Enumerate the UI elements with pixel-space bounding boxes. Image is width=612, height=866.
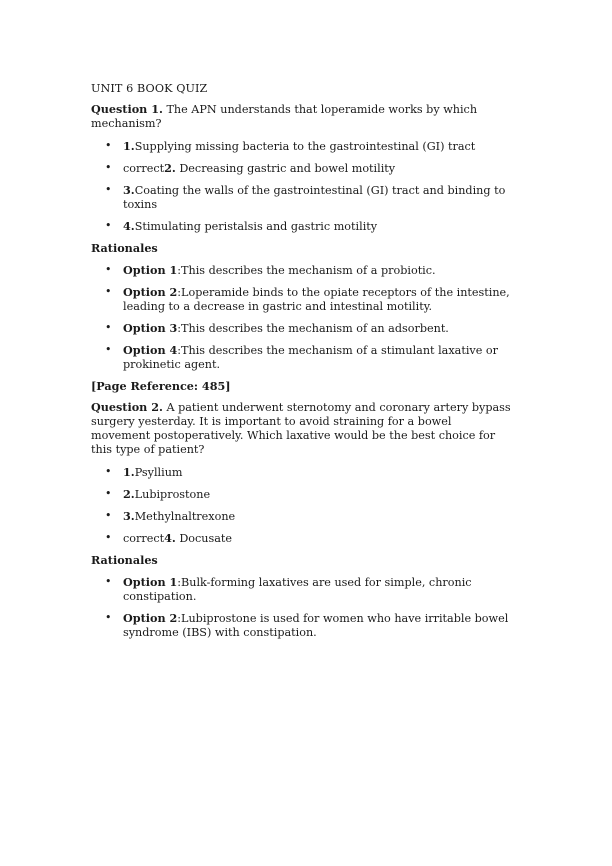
rationales-heading: Rationales	[91, 241, 158, 255]
rationale-label: Option 3	[123, 321, 178, 335]
question-label: Question 2.	[91, 400, 163, 414]
rationale-item	[91, 285, 511, 314]
rationale-text: :This describes the mechanism of a stimulant laxative or prokinetic agent.	[123, 344, 498, 371]
rationale-label: Option 1	[123, 263, 178, 277]
option-item	[91, 465, 511, 480]
option-prefix: correct	[123, 532, 165, 545]
rationale-item	[91, 575, 511, 604]
option-number: 2.	[164, 161, 176, 175]
option-prefix: correct	[123, 162, 165, 175]
rationale-item	[91, 611, 511, 640]
question-1-rationales	[91, 263, 511, 372]
option-text: Methylnaltrexone	[134, 510, 236, 523]
rationale-text: :This describes the mechanism of a probiotic.	[177, 264, 436, 277]
rationale-item	[91, 321, 511, 336]
option-item	[91, 139, 511, 154]
rationale-label: Option 2	[123, 285, 178, 299]
question-text: The APN understands that loperamide works by which mechanism?	[91, 103, 478, 130]
option-number: 2.	[123, 487, 135, 501]
option-item	[91, 183, 511, 212]
question-2-options	[91, 465, 511, 546]
rationale-label: Option 1	[123, 575, 178, 589]
option-item	[91, 161, 511, 176]
rationale-text: :Lubiprostone is used for women who have irritable bowel syndrome (IBS) with constipation.	[123, 612, 509, 639]
page-reference: [Page Reference: 485]	[91, 379, 231, 393]
option-text: Docusate	[175, 532, 233, 545]
rationale-text: :Bulk-forming laxatives are used for simple, chronic constipation.	[123, 576, 472, 603]
rationale-item	[91, 263, 511, 278]
option-number: 4.	[123, 219, 135, 233]
document-page	[91, 82, 511, 647]
option-number: 3.	[123, 183, 135, 197]
option-text: Stimulating peristalsis and gastric motility	[134, 220, 378, 233]
option-item	[91, 487, 511, 502]
option-item	[91, 531, 511, 546]
rationales-heading: Rationales	[91, 553, 158, 567]
option-text: Decreasing gastric and bowel motility	[175, 162, 396, 175]
option-text: Lubiprostone	[134, 488, 211, 501]
question-2-rationales	[91, 575, 511, 640]
question-1-options	[91, 139, 511, 234]
rationale-text: :Loperamide binds to the opiate receptors of the intestine, leading to a decrease in gastric and intestinal motility.	[123, 286, 510, 313]
option-text: Psyllium	[134, 466, 183, 479]
option-number: 3.	[123, 509, 135, 523]
rationale-label: Option 4	[123, 343, 178, 357]
question-2	[91, 400, 511, 457]
option-number: 1.	[123, 139, 135, 153]
question-1	[91, 102, 511, 131]
option-item	[91, 509, 511, 524]
option-number: 4.	[164, 531, 176, 545]
question-label: Question 1.	[91, 102, 163, 116]
option-text: Coating the walls of the gastrointestinal (GI) tract and binding to toxins	[123, 184, 506, 211]
rationale-text: :This describes the mechanism of an adsorbent.	[177, 322, 449, 335]
question-text: A patient underwent sternotomy and coronary artery bypass surgery yesterday. It is important to avoid straining for a bowel movement postoperatively. Which laxative would be the best choice for this type of patient?	[91, 401, 511, 456]
rationale-label: Option 2	[123, 611, 178, 625]
doc-title: UNIT 6 BOOK QUIZ	[91, 82, 208, 95]
option-text: Supplying missing bacteria to the gastrointestinal (GI) tract	[134, 140, 476, 153]
option-number: 1.	[123, 465, 135, 479]
rationale-item	[91, 343, 511, 372]
option-item	[91, 219, 511, 234]
